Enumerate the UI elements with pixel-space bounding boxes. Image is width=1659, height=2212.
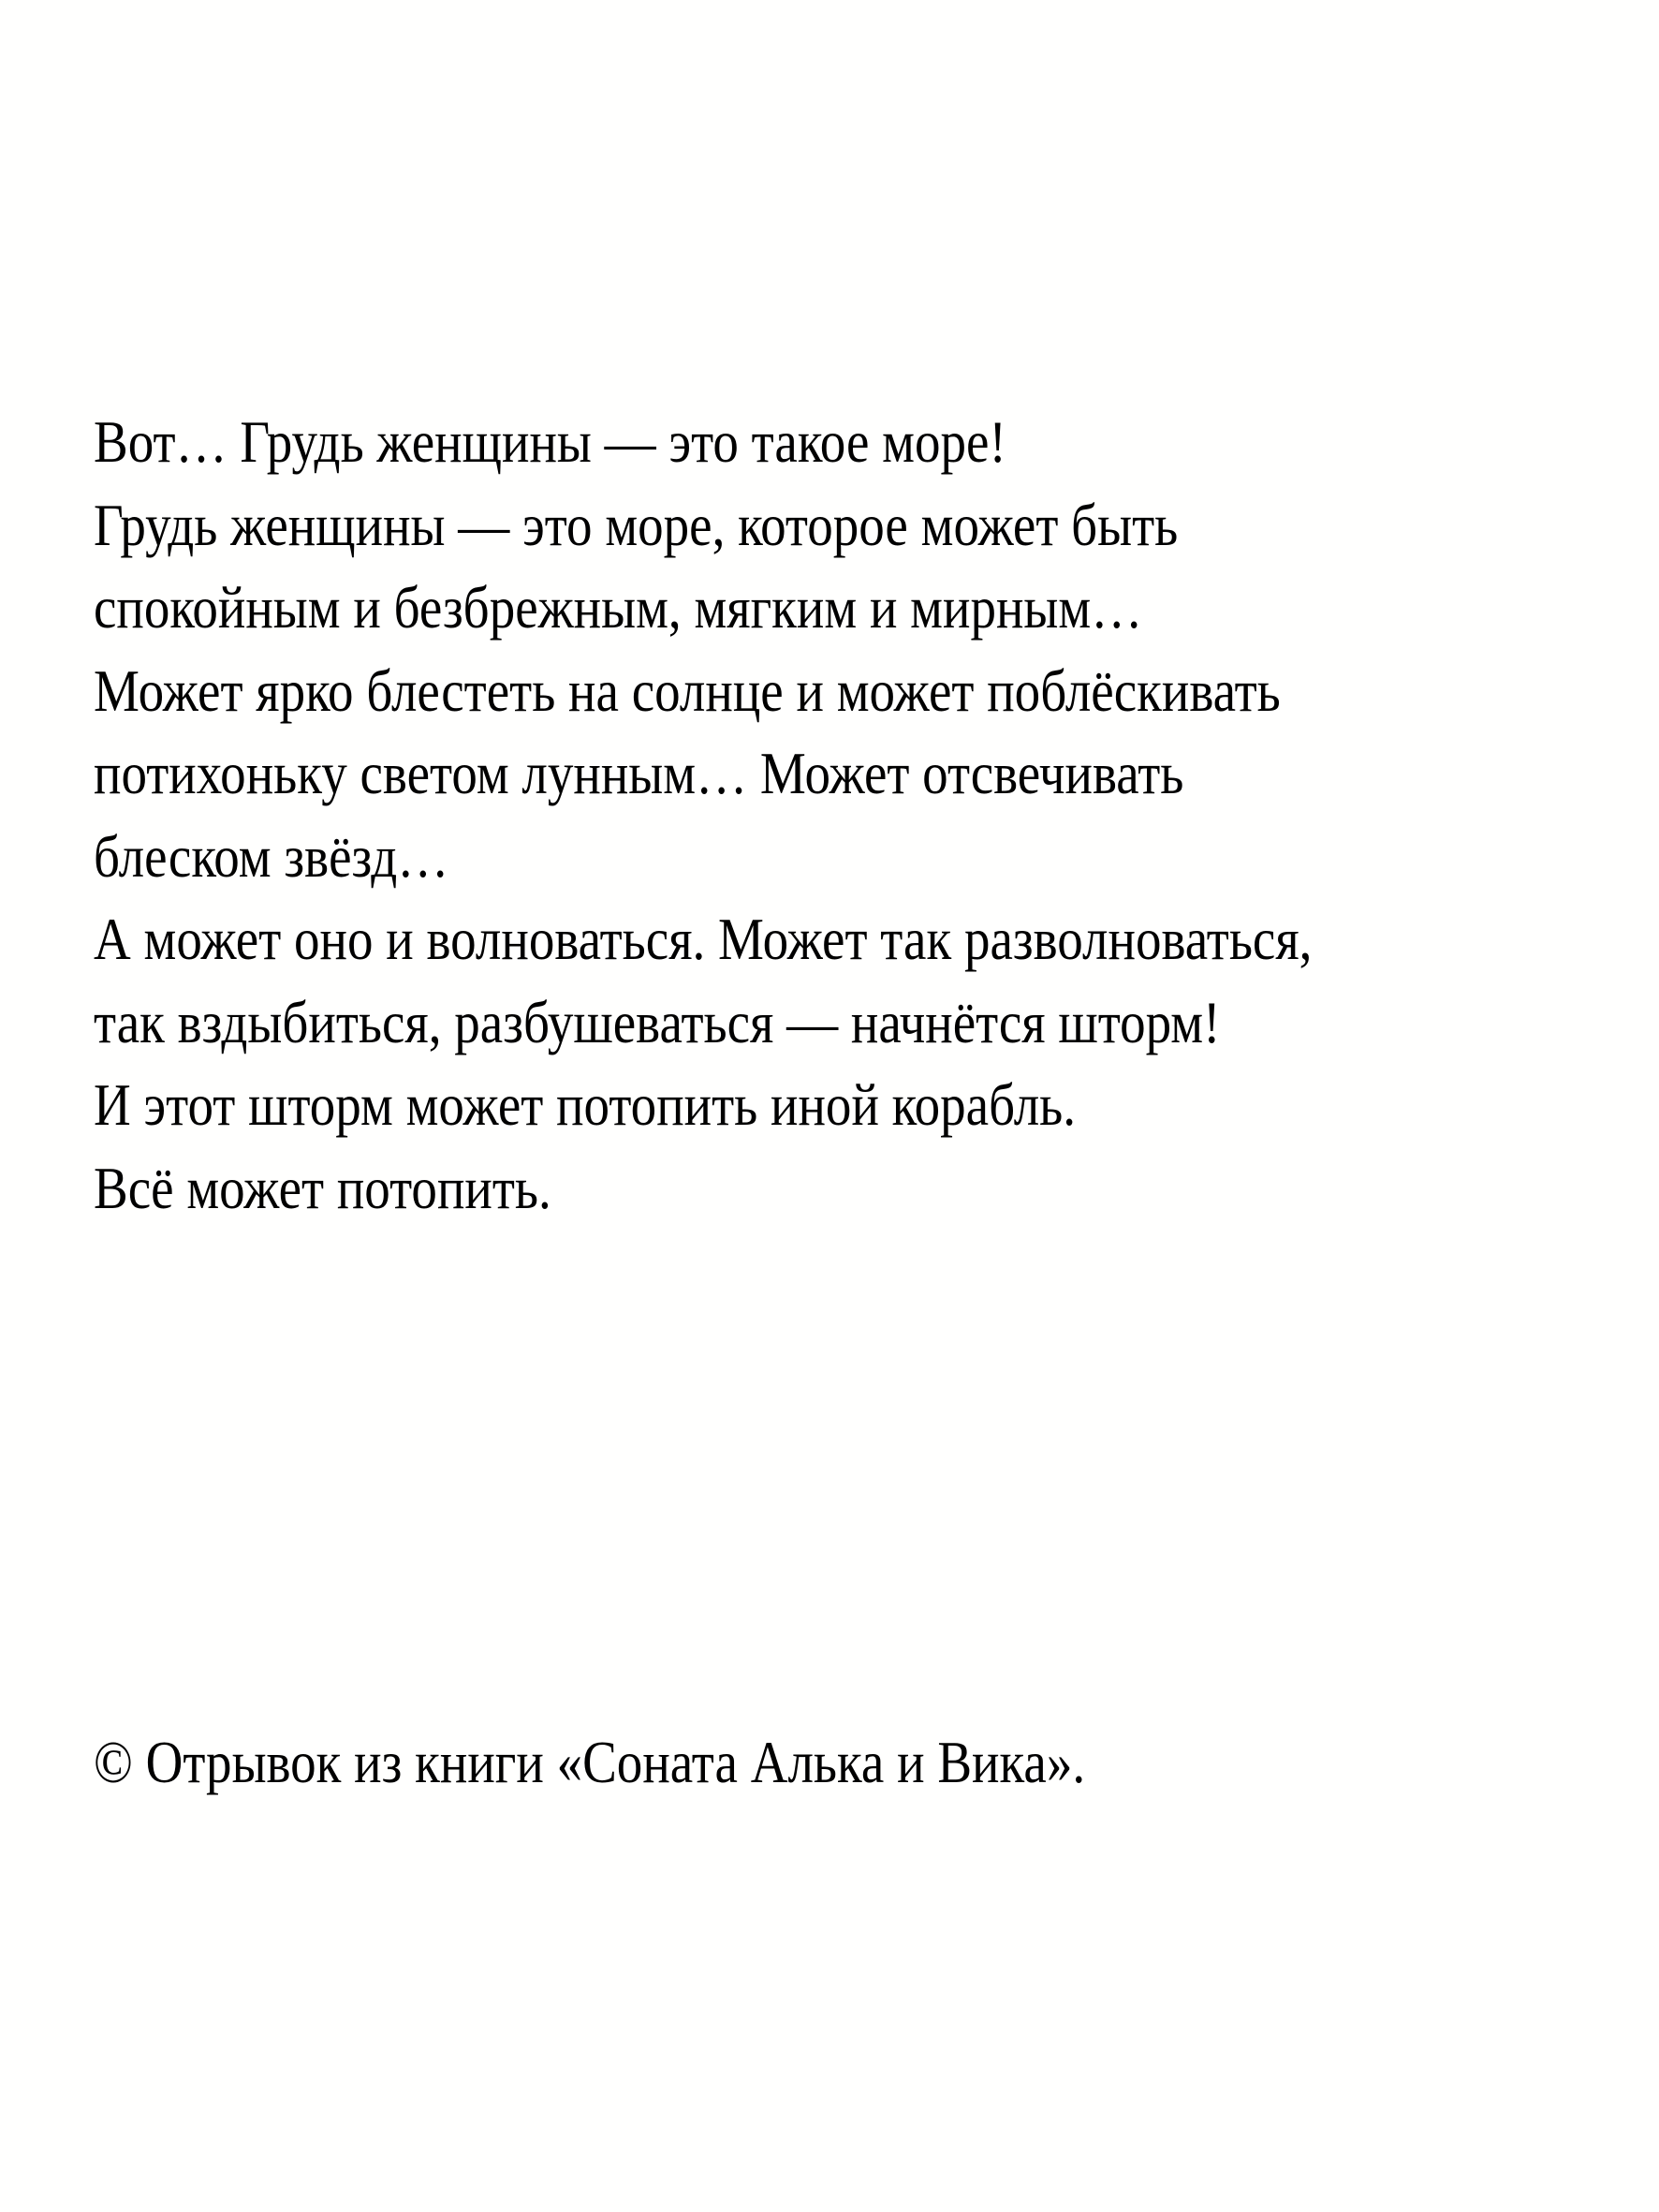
excerpt-line: Вот… Грудь женщины — это такое море! (94, 408, 1006, 475)
excerpt-line: А может оно и волноваться. Может так разволноваться, (94, 906, 1313, 972)
source-caption: © Отрывок из книги «Соната Алька и Вика». (94, 1729, 1086, 1795)
excerpt-text (94, 401, 1510, 1230)
excerpt-line: Может ярко блестеть на солнце и может поблёскивать (94, 656, 1281, 724)
excerpt-line: И этот шторм может потопить иной корабль. (94, 1071, 1077, 1138)
excerpt-line: спокойным и безбрежным, мягким и мирным… (94, 574, 1143, 641)
excerpt-line: Всё может потопить. (94, 1154, 551, 1221)
excerpt-line: блеском звёзд… (94, 822, 449, 890)
excerpt-line: Грудь женщины — это море, которое может быть (94, 491, 1179, 558)
excerpt-line: так вздыбиться, разбушеваться — начнётся шторм! (94, 988, 1221, 1055)
excerpt-line: потихоньку светом лунным… Может отсвечивать (94, 740, 1184, 806)
